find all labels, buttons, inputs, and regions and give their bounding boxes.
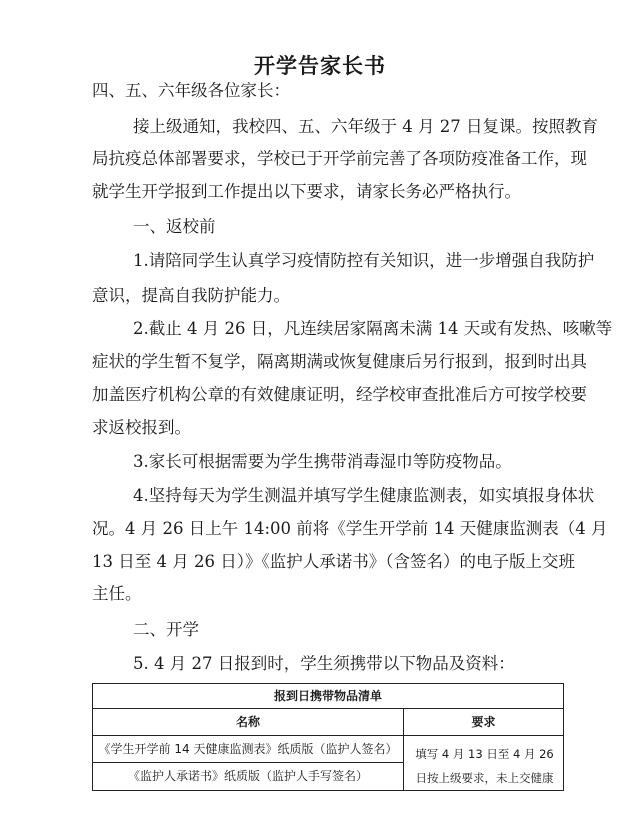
- paragraph-line: 症状的学生暂不复学，隔离期满或恢复健康后另行报到，报到时出具: [92, 352, 587, 371]
- paragraph-line: 局抗疫总体部署要求，学校已于开学前完善了各项防疫准备工作，现: [92, 149, 587, 168]
- checklist-table: [92, 683, 564, 791]
- table-title: 报到日携带物品清单: [93, 684, 563, 709]
- section-heading: 一、返校前: [133, 217, 216, 236]
- requirement-line: 填写 4 月 13 日至 4 月 26: [415, 747, 554, 761]
- table-body: [93, 736, 563, 790]
- column-header-requirement: 要求: [471, 715, 496, 729]
- paragraph-line: 2.截止 4 月 26 日，凡连续居家隔离未满 14 天或有发热、咳嗽等: [133, 319, 613, 338]
- paragraph-line: 4.坚持每天为学生测温并填写学生健康监测表，如实填报身体状: [133, 486, 595, 505]
- salutation: 四、五、六年级各位家长：: [92, 81, 290, 100]
- paragraph-line: 13 日至 4 月 26 日）》《监护人承诺书》（含签名）的电子版上交班: [92, 552, 575, 571]
- paragraph-line: 1.请陪同学生认真学习疫情防控有关知识，进一步增强自我防护: [133, 251, 595, 270]
- paragraph-line: 接上级通知，我校四、五、六年级于 4 月 27 日复课。按照教育: [133, 117, 598, 136]
- paragraph-line: 就学生开学报到工作提出以下要求，请家长务必严格执行。: [92, 182, 521, 201]
- paragraph-line: 主任。: [92, 584, 142, 603]
- paragraph-line: 3.家长可根据需要为学生携带消毒湿巾等防疫物品。: [133, 452, 512, 471]
- table-header-row: [93, 709, 563, 736]
- document-title: 开学告家长书: [254, 54, 386, 78]
- paragraph-line: 5. 4 月 27 日报到时，学生须携带以下物品及资料：: [133, 654, 515, 673]
- table-requirement-cell: [404, 736, 563, 790]
- table-row: 《监护人承诺书》纸质版（监护人手写签名）: [127, 769, 368, 783]
- requirement-line: 日按上级要求，未上交健康: [415, 771, 554, 785]
- paragraph-line: 求返校报到。: [92, 418, 191, 437]
- paragraph-line: 加盖医疗机构公章的有效健康证明，经学校审查批准后方可按学校要: [92, 385, 587, 404]
- paragraph-line: 况。4 月 26 日上午 14:00 前将《学生开学前 14 天健康监测表（4 月: [92, 519, 608, 538]
- column-header-name: 名称: [93, 709, 404, 735]
- table-row: 《学生开学前 14 天健康监测表》纸质版（监护人签名）: [93, 736, 403, 763]
- section-heading: 二、开学: [133, 620, 199, 639]
- paragraph-line: 意识，提高自我防护能力。: [92, 286, 290, 305]
- table-name-cells: [93, 736, 404, 790]
